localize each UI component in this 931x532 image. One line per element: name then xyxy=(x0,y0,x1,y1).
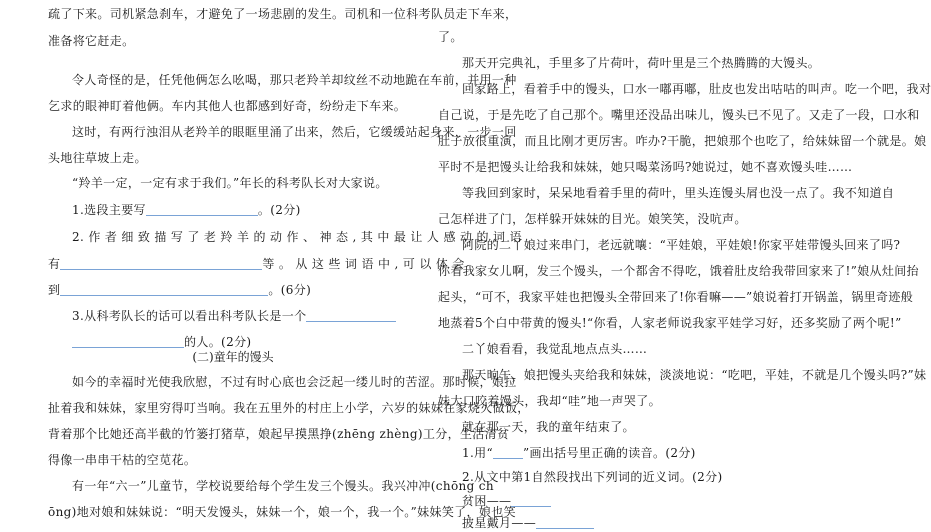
text-line: 令人奇怪的是，任凭他俩怎么吆喝，那只老羚羊却纹丝不动地跪在车前，并用一种 xyxy=(72,73,517,87)
question-1 xyxy=(72,203,301,217)
text-line: 就在那一天，我的童年结束了。 xyxy=(462,420,635,434)
question-2-line-3: 到 。(6分) xyxy=(48,283,312,297)
text-line: 起头，“可不，我家平娃也把馒头全带回来了!你看嘛——”娘说着打开锅盖，锅里奇迹般 xyxy=(438,290,914,304)
text-line: 等我回到家时，呆呆地看着手里的荷叶，里头连馒头屑也没一点了。我不知道自 xyxy=(462,186,895,200)
answer-blank[interactable] xyxy=(60,258,262,270)
question-2-line-1: 2. 作 者 细 致 描 写 了 老 羚 羊 的 动 作 、 神 态 , 其 中 最 让 人 感 动 的 词 语 xyxy=(72,230,522,244)
answer-blank[interactable] xyxy=(536,517,594,529)
question-1: 1.用“ ”画出括号里正确的读音。(2分) xyxy=(462,446,696,460)
text-line: 乞求的眼神盯着他俩。车内其他人也都感到好奇，纷纷走下车来。 xyxy=(48,99,407,113)
synonym-item-1: 贫困—— xyxy=(462,494,551,508)
question-2: 2.从文中第1自然段找出下列词的近义词。(2分) xyxy=(462,470,723,484)
answer-blank[interactable] xyxy=(511,495,551,507)
synonym-item-2: 披星戴月—— xyxy=(462,516,594,530)
answer-blank[interactable] xyxy=(146,204,258,216)
text-line: 了。 xyxy=(438,30,463,44)
text-line: 扯着我和妹妹，家里穷得叮当响。我在五里外的村庄上小学，六岁的妹妹在家烧火做饭， xyxy=(48,401,530,415)
text-line: 平时不是把馒头让给我和妹妹，她只喝菜汤吗?她说过，她不喜欢馒头哇…… xyxy=(438,160,853,174)
text-line: 己怎样进了门，怎样躲开妹妹的目光。娘笑笑，没吭声。 xyxy=(438,212,747,226)
question-3-line-2: 的人。(2分) xyxy=(72,335,251,349)
text-line: 地蒸着5个白中带黄的馒头!“你看，人家老师说我家平娃学习好，还多奖励了两个呢!” xyxy=(438,316,902,330)
section-title: (二)童年的馒头 xyxy=(192,350,274,364)
answer-blank[interactable] xyxy=(493,447,523,459)
text-line: 准备将它赶走。 xyxy=(48,34,135,48)
text-line: 这时，有两行浊泪从老羚羊的眼眶里涌了出来，然后，它缓缓站起身来，一步一回 xyxy=(72,125,517,139)
text-line: 如今的幸福时光使我欣慰，不过有时心底也会泛起一缕儿时的苦涩。那时候，娘拉 xyxy=(72,375,517,389)
text-line: 那天开完典礼，手里多了片荷叶，荷叶里是三个热腾腾的大馒头。 xyxy=(462,56,821,70)
text-line: 肚子放很重演，而且比刚才更厉害。咋办?干脆，把娘那个也吃了，给妹妹留一个就是。娘 xyxy=(438,134,927,148)
question-score: 。(2分) xyxy=(257,203,301,217)
text-line: 自己说，于是先吃了自己那个。嘴里还没品出味儿，馒头已不见了。又走了一段，口水和 xyxy=(438,108,920,122)
text-line: 有一年“六一”儿童节，学校说要给每个学生发三个馒头。我兴冲冲(chōng ch xyxy=(72,479,494,493)
text-line: ōng)地对娘和妹妹说：“明天发馒头，妹妹一个，娘一个，我一个。”妹妹笑了，娘也笑 xyxy=(48,505,516,519)
question-3: 3.从科考队长的话可以看出科考队长是一个 xyxy=(72,309,396,323)
text-line: 阿院的二丫娘过来串门，老远就嚷：“平娃娘，平娃娘!你家平娃带馒头回来了吗? xyxy=(462,238,901,252)
text-line: 疏了下来。司机紧急刹车，才避免了一场悲剧的发生。司机和一位科考队员走下车来， xyxy=(48,7,518,21)
text-line: 得像一串串干枯的空苋花。 xyxy=(48,453,197,467)
answer-blank[interactable] xyxy=(60,284,268,296)
text-line: “羚羊一定，一定有求于我们。”年长的科考队长对大家说。 xyxy=(72,176,388,190)
text-line: 二丫娘看看，我觉乱地点点头…… xyxy=(462,342,648,356)
text-line: 妹大口咬着馒头，我却“哇”地一声哭了。 xyxy=(438,394,661,408)
question-text: 1.选段主要写 xyxy=(72,203,146,217)
answer-blank[interactable] xyxy=(306,310,396,322)
question-2-line-2: 有 等 。 从 这 些 词 语 中 , 可 以 体 会 xyxy=(48,257,465,271)
text-line: 那天晌午，娘把馒头夹给我和妹妹，淡淡地说：“吃吧，平娃，不就是几个馒头吗?”妹 xyxy=(462,368,927,382)
text-line: 头地往草坡上走。 xyxy=(48,151,147,165)
text-line: 你看我家女儿啊，发三个馒头，一个都舍不得吃，饿着肚皮给我带回家来了!”娘从灶间抬 xyxy=(438,264,919,278)
text-line: 回家路上，看着手中的馒头，口水一嘟再嘟，肚皮也发出咕咕的叫声。吃一个吧，我对 xyxy=(462,82,931,96)
answer-blank[interactable] xyxy=(72,336,184,348)
text-line: 背着那个比她还高半截的竹篓打猪草，娘起早摸黑挣(zhēng zhèng)工分，生活清贫 xyxy=(48,427,510,441)
